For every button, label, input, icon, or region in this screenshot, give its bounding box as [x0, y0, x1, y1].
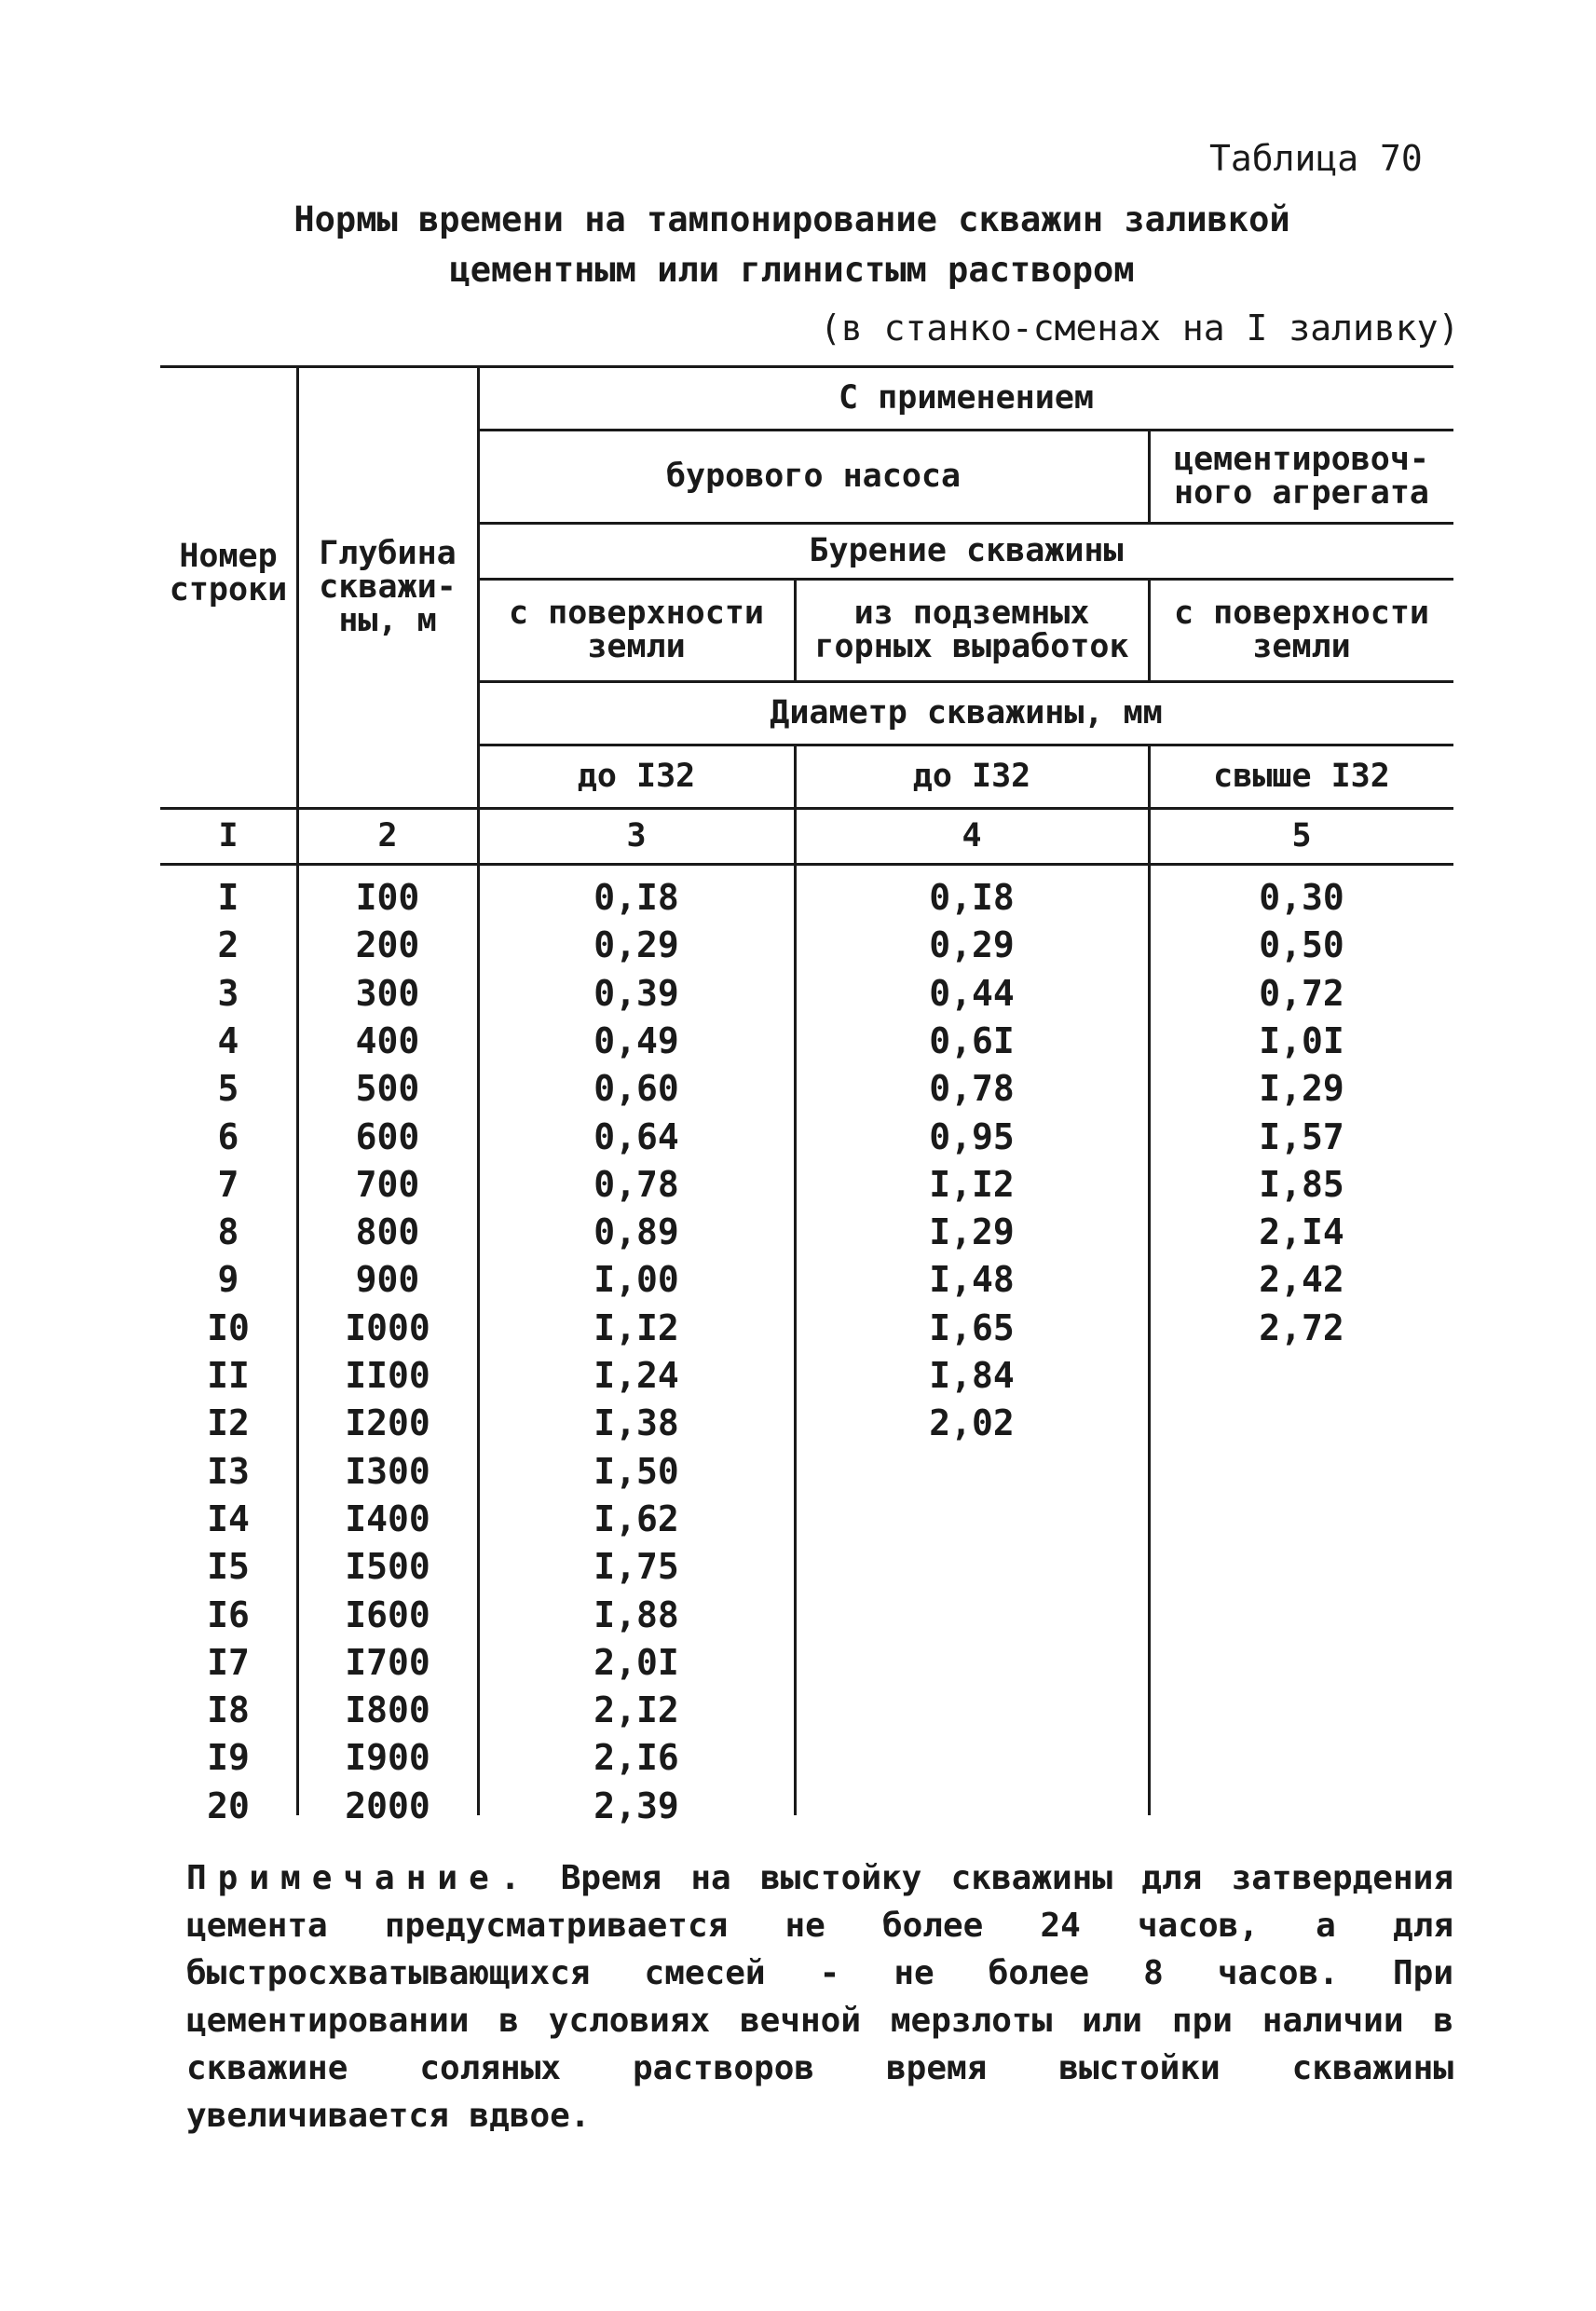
depth-cell: 500 [355, 1068, 420, 1110]
column-number-rule [160, 863, 1453, 866]
value-col4-cell [796, 1783, 1148, 1830]
row-number-cell: I0 [207, 1306, 250, 1348]
header-row-number: Номер строки [169, 538, 288, 609]
depth-cell: 200 [355, 924, 420, 966]
value-col4-cell: I,65 [929, 1306, 1015, 1348]
depth-cell: 2000 [345, 1785, 430, 1826]
value-col4-cell [796, 1543, 1148, 1591]
depth-cell: I900 [345, 1737, 430, 1779]
value-col5-cell [1150, 1352, 1453, 1400]
depth-cell: 900 [355, 1259, 420, 1301]
value-col5-cell [1150, 1448, 1453, 1496]
value-col5-cell: I,85 [1259, 1163, 1344, 1205]
value-col3-cell: I,00 [593, 1259, 679, 1301]
row-number-cell: 9 [217, 1259, 239, 1301]
value-col4-cell: I,29 [929, 1211, 1015, 1253]
depth-cell: I00 [355, 877, 420, 918]
value-col3-cell: 2,39 [593, 1785, 679, 1826]
units-caption: (в станко-сменах на I заливку) [820, 308, 1460, 349]
value-col5-cell [1150, 1687, 1453, 1734]
row-number-cell: I8 [207, 1689, 250, 1731]
value-col5-cell: I,29 [1259, 1068, 1344, 1110]
value-col3-cell: 0,78 [593, 1163, 679, 1205]
depth-cell: I500 [345, 1546, 430, 1588]
value-col5-cell [1150, 1496, 1453, 1543]
value-col4-cell [796, 1592, 1148, 1639]
note-text: Время на выстойку скважины для затвердения цемента предусматривается не более 24 часов, а для быстросхватывающихся смесей - не более 8 часов. При цементировании в условиях вечной мерзлоты или при наличии в скважине соляных растворов время выстойки скважины увеличивается вдвое. [186, 1859, 1453, 2135]
value-col4-cell: 0,44 [929, 972, 1015, 1014]
depth-cell: 600 [355, 1115, 420, 1157]
value-col4-cell [796, 1639, 1148, 1687]
value-col3-cell: 2,0I [593, 1641, 679, 1683]
depth-cell: I200 [345, 1402, 430, 1444]
header-from-surface-b: с поверхности земли [1174, 595, 1429, 665]
value-col3-cell: 0,60 [593, 1068, 679, 1110]
value-col4-cell [796, 1496, 1148, 1543]
header-from-surface-a: с поверхности земли [509, 595, 764, 665]
row-number-cell: 20 [207, 1785, 250, 1826]
value-col3-cell: 0,64 [593, 1115, 679, 1157]
row-number-cell: I6 [207, 1593, 250, 1635]
value-col5-cell: I,0I [1259, 1019, 1344, 1061]
depth-cell: I600 [345, 1593, 430, 1635]
row-number-cell: I9 [207, 1737, 250, 1779]
note-lead: Примечание. [186, 1859, 532, 1897]
column-number-2: 2 [377, 817, 398, 855]
column-number-3: 3 [626, 817, 647, 855]
row-number-cell: 7 [217, 1163, 239, 1205]
row-number-cell: 2 [217, 924, 239, 966]
header-diameter-col5: свыше I32 [1213, 758, 1390, 795]
header-depth: Глубина скважи- ны, м [319, 535, 457, 639]
row-number-cell: I5 [207, 1546, 250, 1588]
row-number-cell: I [217, 877, 239, 918]
value-col5-cell: I,57 [1259, 1115, 1344, 1157]
value-col5-cell [1150, 1734, 1453, 1782]
table-title-line-1: Нормы времени на тампонирование скважин заливкой [293, 199, 1290, 239]
depth-cell: I000 [345, 1306, 430, 1348]
value-col4-cell: I,48 [929, 1259, 1015, 1301]
row-number-cell: I7 [207, 1641, 250, 1683]
value-col4-cell [796, 1687, 1148, 1734]
value-col3-cell: I,88 [593, 1593, 679, 1635]
value-col4-cell: 0,95 [929, 1115, 1015, 1157]
header-from-underground: из подземных горных выработок [814, 595, 1129, 665]
value-col3-cell: 0,89 [593, 1211, 679, 1253]
value-col5-cell [1150, 1783, 1453, 1830]
value-col5-cell: 2,I4 [1259, 1211, 1344, 1253]
value-col5-cell [1150, 1543, 1453, 1591]
depth-cell: I800 [345, 1689, 430, 1731]
value-col3-cell: I,62 [593, 1497, 679, 1539]
value-col5-cell: 0,50 [1259, 924, 1344, 966]
value-col5-cell: 2,72 [1259, 1306, 1344, 1348]
value-col5-cell [1150, 1592, 1453, 1639]
value-col4-cell: I,84 [929, 1355, 1015, 1396]
value-col3-cell: 0,I8 [593, 877, 679, 918]
depth-cell: 800 [355, 1211, 420, 1253]
value-col3-cell: I,I2 [593, 1306, 679, 1348]
table-title-line-2: цементным или глинистым раствором [449, 250, 1135, 290]
row-number-cell: 8 [217, 1211, 239, 1253]
row-number-cell: 4 [217, 1019, 239, 1061]
header-cement-unit: цементировоч- ного агрегата [1174, 441, 1429, 512]
value-col5-cell: 0,72 [1259, 972, 1344, 1014]
value-col3-cell: 2,I6 [593, 1737, 679, 1779]
row-number-cell: I2 [207, 1402, 250, 1444]
header-drill-pump: бурового насоса [665, 458, 962, 495]
value-col3-cell: I,24 [593, 1355, 679, 1396]
value-col3-cell: 0,39 [593, 972, 679, 1014]
value-col3-cell: 2,I2 [593, 1689, 679, 1731]
value-col4-cell [796, 1448, 1148, 1496]
table-note [186, 1854, 1453, 2140]
value-col4-cell: 2,02 [929, 1402, 1015, 1444]
value-col4-cell: 0,I8 [929, 877, 1015, 918]
row-number-cell: 6 [217, 1115, 239, 1157]
header-with-use: С применением [839, 379, 1094, 417]
row-number-cell: II [207, 1355, 250, 1396]
header-diameter: Диаметр скважины, мм [770, 694, 1163, 732]
row-number-cell: I4 [207, 1497, 250, 1539]
value-col3-cell: I,75 [593, 1546, 679, 1588]
depth-cell: I400 [345, 1497, 430, 1539]
header-drilling: Бурение скважины [809, 532, 1124, 569]
row-number-cell: 5 [217, 1068, 239, 1110]
header-diameter-col4: до I32 [912, 758, 1031, 795]
depth-cell: II00 [345, 1355, 430, 1396]
value-col4-cell: 0,78 [929, 1068, 1015, 1110]
column-number-5: 5 [1291, 817, 1312, 855]
depth-cell: 300 [355, 972, 420, 1014]
value-col4-cell: 0,6I [929, 1019, 1015, 1061]
value-col5-cell: 2,42 [1259, 1259, 1344, 1301]
value-col3-cell: I,50 [593, 1450, 679, 1492]
value-col4-cell: 0,29 [929, 924, 1015, 966]
row-number-cell: 3 [217, 972, 239, 1014]
value-col5-cell: 0,30 [1259, 877, 1344, 918]
row-number-cell: I3 [207, 1450, 250, 1492]
value-col5-cell [1150, 1639, 1453, 1687]
value-col3-cell: 0,49 [593, 1019, 679, 1061]
depth-cell: I300 [345, 1450, 430, 1492]
column-number-4: 4 [962, 817, 982, 855]
value-col4-cell [796, 1734, 1148, 1782]
value-col3-cell: I,38 [593, 1402, 679, 1444]
depth-cell: 700 [355, 1163, 420, 1205]
table-label: Таблица 70 [1209, 138, 1423, 179]
header-diameter-col3: до I32 [577, 758, 696, 795]
value-col3-cell: 0,29 [593, 924, 679, 966]
value-col4-cell: I,I2 [929, 1163, 1015, 1205]
value-col5-cell [1150, 1400, 1453, 1447]
depth-cell: I700 [345, 1641, 430, 1683]
depth-cell: 400 [355, 1019, 420, 1061]
column-number-1: I [218, 817, 239, 855]
